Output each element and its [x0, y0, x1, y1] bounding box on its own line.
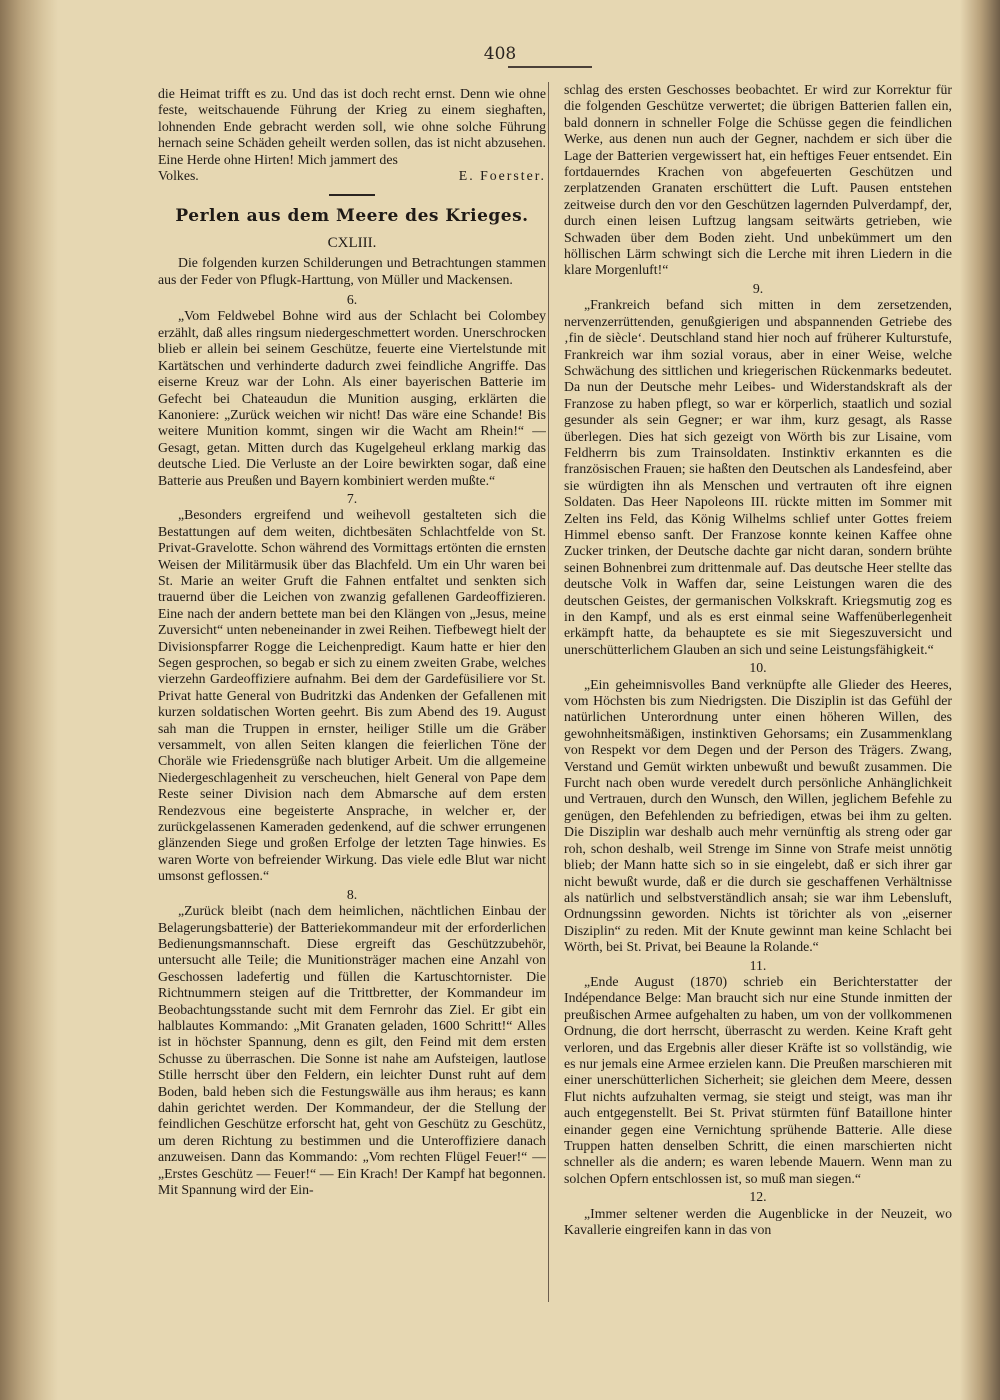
item-number-9: 9.: [752, 280, 764, 296]
item-number-10: 10.: [749, 660, 767, 676]
paragraph-10: „Ein geheimnisvolles Band verknüpfte alle Glieder des Heeres, vom Höchsten bis zum Niedrigsten. Die Disziplin ist das Gefühl der natürlichen Unterordnung unter einen höheren Willen, des gewohnheitsmäßigen, instinktiven Gehorsams; ein Zusammenklang von Respekt vor dem Degen und der Person des Trägers. Zwang, Verstand und Gemüt wirkten unbewußt und bewußt zusammen. Die Furcht nach oben wurde veredelt durch persönliche Anhänglichkeit und Vertrauen, durch den Wunsch, den Willen, jeglichem Befehle zu genügen, den Befehlenden zu befriedigen, etwas bei ihm zu gelten. Die Disziplin war deshalb auch mehr vernünftig als streng oder gar roh, schon deshalb, weil Strenge im Sinne von Strafe meist unnötig blieb; der Mann hatte sich so in sie eingelebt, daß er sich ihrer gar nicht bewußt wurde, daß er die durch sie geschaffenen Verhältnisse als natürlich und selbstverständlich ansah; sie war ihm Lebensluft, Ordnungssinn geworden. Nichts ist törichter als von „eiserner Disziplin“ zu reden. Mit der Knute gewinnt man keine Schlacht bei Wörth, bei St. Privat, bei Beaune la Rolande.“: [564, 676, 952, 955]
paragraph-9: „Frankreich befand sich mitten in dem zersetzenden, nervenzerrüttenden, genußgierigen und abspannenden Getriebe des ‚fin de siècle‘. Deutschland stand hier noch auf früherer Kulturstufe, Frankreich war ihm sozial voraus, aber in einer Weise, welche Schwächung des sittlichen und kriegerischen Rückenmarks bedeutet. Da nun der Deutsche mehr Leibes- und Widerstandskraft als der Franzose zu haben pflegt, so war er körperlich, staatlich und sozial gesunder als sein Gegner; er war ihm, kurz gesagt, als Rasse überlegen. Dies hat sich gezeigt von Wörth bis zur Lisaine, vom Feldherrn bis zum Trainsoldaten. Instinktiv erkannten es die französischen Frauen; sie haßten den Deutschen als Landesfeind, aber sie würdigten ihn als Menschen und vertrauten oft ihre eignen Soldaten. Das Heer Napoleons III. rückte mitten im Sommer mit Zelten ins Feld, das König Wilhelms schlief unter Gottes freiem Himmel ebenso sanft. Der Franzose konnte keinen Kaffee ohne Zucker trinken, der Deutsche dachte gar nicht daran, sondern brühte seinen Bohnenbrei zum drittenmale auf. Das deutsche Heer stellte das deutsche Volk in Waffen dar, seine Leistungen waren die des deutschen Geistes, der germanischen Volkskraft. Kriegsmutig zog es in den Kampf, und als es erst einmal seine Waffenüberlegenheit erkämpft hatte, da behauptete es sie mit Siegeszuversicht und unerschütterlichem Glauben an sich und seine Leistungsfähigkeit.“: [564, 297, 952, 657]
paragraph-6: „Vom Feldwebel Bohne wird aus der Schlacht bei Colombey erzählt, daß alles ringsum niedergeschmettert worden. Unerschrocken blieb er allein bei seinem Geschütze, feuerte eine Viertelstunde mit Kartätschen und verhinderte dadurch zwei feindliche Angriffe. Das eiserne Kreuz war der Lohn. Als einer bayerischen Batterie im Gefecht bei Chateaudun die Munition ausging, erklärten die Kanoniere: „Zurück weichen wir nicht! Das wäre eine Schande! Bis weitere Munition kommt, singen wir die Wacht am Rhein!“ — Gesagt, getan. Mitten durch das Kugelgeheul erklang markig das deutsche Lied. Die Verluste an der Loire bewirkten sogar, daß eine Batterie aus Preußen und Bayern kombiniert werden mußte.“: [158, 308, 546, 488]
opening-paragraph: die Heimat trifft es zu. Und das ist doch recht ernst. Denn wie ohne feste, weitschauende Führung der Krieg zu einem sieghaften, lohnenden Ende gebracht werden soll, wie ohne solche Führung hernach seine Schäden geheilt werden sollen, das ist nicht abzusehen. Eine Herde ohne Hirten! Mich jammert des: [158, 86, 546, 167]
closing-word: Volkes.: [158, 168, 199, 184]
item-number-12: 12.: [749, 1189, 767, 1205]
paragraph-7: „Besonders ergreifend und weihevoll gestalteten sich die Bestattungen auf dem weiten, dichtbesäten Schlachtfelde von St. Privat-Gravelotte. Schon während des Vormittags ertönten die ernsten Weisen der Militärmusik über das Blachfeld. Um ein Uhr waren bei St. Marie an weiter Gruft die Fahnen entfaltet und senkten sich trauernd über die Leichen von zwanzig gefallenen Gardeoffizieren. Eine nach der andern bettete man bei den Klängen von „Jesus, meine Zuversicht“ unten nebeneinander in zwei Reihen. Tiefbewegt hielt der Divisionspfarrer Rogge die Leichenpredigt. Kaum hatte er hier den Segen gesprochen, so begab er sich zu einem zweiten Grabe, welches vierzehn Gardeoffiziere aufnahm. Bei dem der Gardefüsiliere vor St. Privat hatte General von Budritzki das Andenken der Gefallenen mit kurzen soldatischen Worten geehrt. Bis zum Abend des 19. August sah man die Truppen in ernster, heiliger Stille um die Gräber versammelt, von allen Seiten klangen die feierlichen Töne der Choräle wie Friedensgrüße nach blutiger Arbeit. Um die allgemeine Niedergeschlagenheit zu verscheuchen, hielt General von Pape dem Reste seiner Division nach dem Abmarsche auf dem ersten Rendezvous eine begeisterte Ansprache, in welcher er, der zurückgelassenen Kameraden gedenkend, auf die schwer errungenen glänzenden Siege und großen Erfolge der letzten Tage hinwies. Es waren Worte von befreiender Wirkung. Das viele edle Blut war nicht umsonst geflossen.“: [158, 507, 546, 884]
intro-paragraph: Die folgenden kurzen Schilderungen und Betrachtungen stammen aus der Feder von Pflugk-Harttung, von Müller und Mackensen.: [158, 255, 546, 287]
item-number-7: 7.: [346, 490, 358, 506]
left-column: [158, 86, 546, 1306]
paragraph-11: „Ende August (1870) schrieb ein Berichterstatter der Indépendance Belge: Man braucht sich nur eine Stunde inmitten der preußischen Armee aufgehalten zu haben, um von der vollkommenen Ordnung, die dort herrscht, überrascht zu werden. Keine Kraft geht verloren, und das Ergebnis aller dieser Kräfte ist so vollständig, wie es nur jemals eine Armee erzielen kann. Die Preußen marschieren mit einer unerschütterlichen Sicherheit; sie gleichen dem Meere, dessen Flut nichts aufzuhalten vermag, sie steigt und steigt, was man ihr auch entgegenstellt. Bei St. Privat stürmten fünf Bataillone hinter einander gegen eine Vernichtung sprühende Batterie. Alle diese Truppen hatten denselben Schritt, die einen marschierten nicht schneller als die andern; es waren lebende Mauern. Wenn man zu solchen Opfern entschlossen ist, so muß man siegen.“: [564, 973, 952, 1186]
book-binding: [0, 0, 58, 1400]
item-number-6: 6.: [346, 292, 358, 308]
paragraph-12: „Immer seltener werden die Augenblicke in der Neuzeit, wo Kavallerie eingreifen kann in das von: [564, 1205, 952, 1238]
author-name: E. Foerster.: [458, 168, 546, 184]
article-heading: Perlen aus dem Meere des Krieges.: [175, 206, 529, 227]
column-divider: [548, 82, 549, 1302]
paragraph-8-continued: schlag des ersten Geschosses beobachtet. Er wird zur Korrektur für die folgenden Geschütze verwertet; die übrigen Batterien fallen ein, bald donnern in schneller Folge die Schüsse gegen die feindlichen Werke, aus denen nun auch der Gegner, nachdem er sich über die Lage der Batterien vergewissert hat, ein heftiges Feuer entsendet. Ein fortdauerndes Krachen von abgefeuerten Geschützen und zerplatzenden Granaten erschüttert die Luft. Pausen entstehen zeitweise durch den vor den Geschützen lagernden Pulverdampf, der, durch einen leisen Luftzug langsam seitwärts getrieben, wie Schwaden über dem Boden zieht. Und unbekümmert um den höllischen Lärm schwingt sich die Lerche mit ihren Liedern in die klare Morgenluft!“: [564, 82, 952, 278]
section-number: CXLIII.: [327, 234, 377, 251]
page-edge: [960, 0, 1000, 1400]
paragraph-8: „Zurück bleibt (nach dem heimlichen, nächtlichen Einbau der Belagerungsbatterie) der Batteriekommandeur mit der erforderlichen Bedienungsmannschaft. Diese ergreift das Geschützzubehör, untersucht alle Teile; die Munitionsträger machen eine Anzahl von Geschossen ladefertig und füllen die Kartuschtornister. Die Richtnummern steigen auf die Trittbretter, der Kommandeur im Beobachtungsstande sucht mit dem Fernrohr das Ziel. Er gibt ein halblautes Kommando: „Mit Granaten geladen, 1600 Schritt!“ Alles ist in höchster Spannung, denn es gilt, den Feind mit dem ersten Schusse zu überraschen. Die Sonne ist nahe am Aufsteigen, lautlose Stille herrscht über den Feldern, ein leichter Dunst ruht auf dem Boden, bald heben sich die Festungswälle aus ihm heraus; es kann dahin gerichtet werden. Der Kommandeur, der die Stellung der feindlichen Geschütze erforscht hat, geht von Geschütz zu Geschütz, um deren Richtung zu bestimmen und die Unteroffiziere danach anzuweisen. Dann das Kommando: „Vom rechten Flügel Feuer!“ — „Erstes Geschütz — Feuer!“ — Ein Krach! Der Kampf hat begonnen. Mit Spannung wird der Ein-: [158, 903, 546, 1197]
item-number-8: 8.: [346, 886, 358, 902]
signature-line: [158, 168, 546, 184]
right-column: [564, 82, 952, 1308]
page-number: 408: [483, 44, 517, 64]
section-divider: [329, 194, 375, 196]
item-number-11: 11.: [749, 957, 767, 973]
header-rule: [508, 66, 592, 68]
